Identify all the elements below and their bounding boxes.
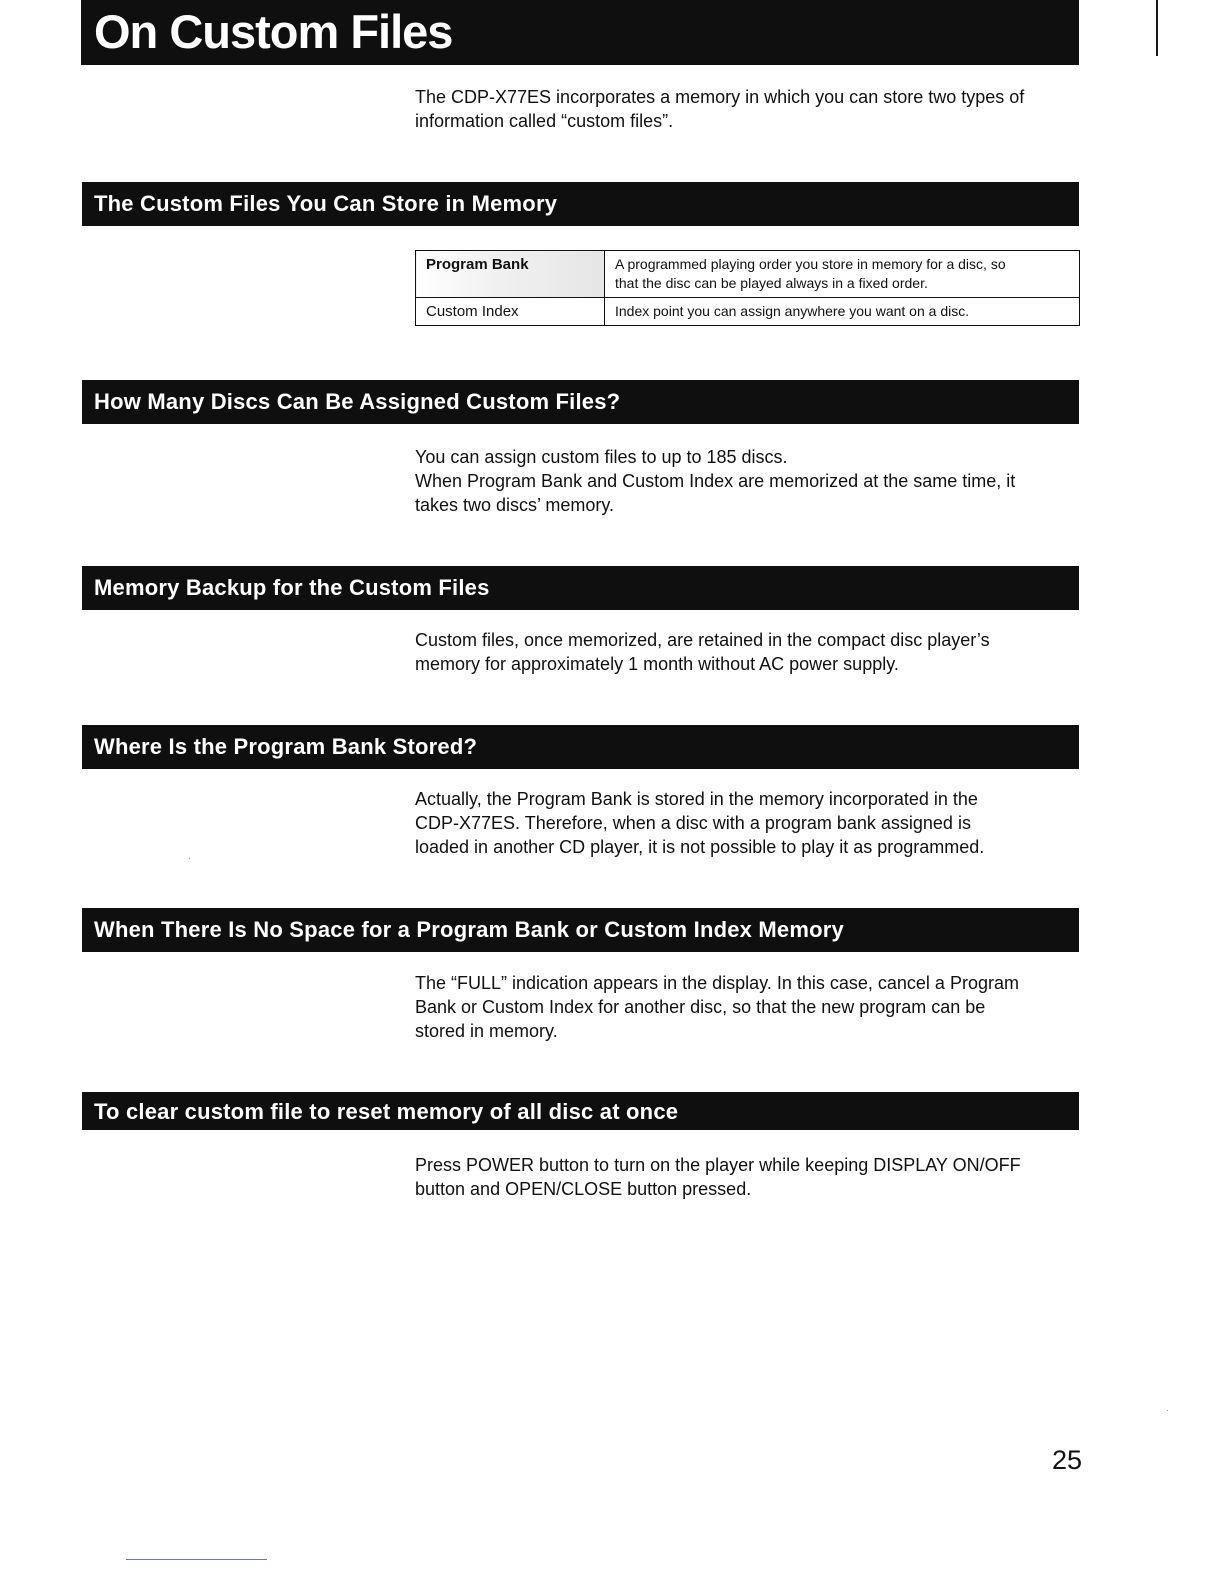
section-heading: To clear custom file to reset memory of all disc at once — [94, 1099, 679, 1124]
table-row — [416, 298, 1080, 326]
intro-line: The CDP-X77ES incorporates a memory in which you can store two types of — [415, 87, 1025, 107]
paragraph-line: When Program Bank and Custom Index are memorized at the same time, it — [415, 471, 1016, 491]
page-title: On Custom Files — [94, 5, 453, 58]
paragraph-line: Actually, the Program Bank is stored in the memory incorporated in the — [415, 789, 978, 809]
section-paragraph — [415, 971, 1085, 1043]
paragraph-line: stored in memory. — [415, 1021, 558, 1041]
section-heading: The Custom Files You Can Store in Memory — [94, 191, 558, 216]
custom-files-table — [415, 250, 1080, 326]
section-heading: Where Is the Program Bank Stored? — [94, 734, 478, 759]
scan-speck — [1167, 1410, 1168, 1411]
table-cell-definition — [605, 251, 1080, 298]
section-paragraph — [415, 787, 1085, 859]
page-number: 25 — [1052, 1445, 1083, 1475]
section-paragraph — [415, 1153, 1085, 1201]
intro-line: information called “custom files”. — [415, 111, 674, 131]
section-header-no-space — [82, 908, 1079, 952]
section-header-memory-backup — [82, 566, 1079, 610]
section-header-program-bank-location — [82, 725, 1079, 769]
margin-rule — [1156, 0, 1158, 56]
table-row — [416, 251, 1080, 298]
table-cell-term: Custom Index — [416, 298, 605, 326]
section-header-custom-files-storage — [82, 182, 1079, 226]
paragraph-line: loaded in another CD player, it is not possible to play it as programmed. — [415, 837, 985, 857]
paragraph-line: The “FULL” indication appears in the display. In this case, cancel a Program — [415, 973, 1019, 993]
section-paragraph — [415, 628, 1085, 676]
section-heading: When There Is No Space for a Program Bank or Custom Index Memory — [94, 917, 844, 942]
table-cell-definition — [605, 298, 1080, 326]
paragraph-line: Press POWER button to turn on the player while keeping DISPLAY ON/OFF — [415, 1155, 1021, 1175]
section-heading: How Many Discs Can Be Assigned Custom Files? — [94, 389, 621, 414]
paragraph-line: takes two discs’ memory. — [415, 495, 615, 515]
definition-line: that the disc can be played always in a fixed order. — [615, 275, 928, 291]
definition-line: A programmed playing order you store in memory for a disc, so — [615, 256, 1006, 272]
paragraph-line: Custom files, once memorized, are retained in the compact disc player’s — [415, 630, 990, 650]
paragraph-line: You can assign custom files to up to 185 discs. — [415, 447, 788, 467]
table-cell-term: Program Bank — [416, 251, 605, 298]
footer-rule — [126, 1559, 267, 1560]
paragraph-line: button and OPEN/CLOSE button pressed. — [415, 1179, 752, 1199]
section-heading: Memory Backup for the Custom Files — [94, 575, 490, 600]
definition-line: Index point you can assign anywhere you want on a disc. — [615, 303, 970, 319]
section-paragraph — [415, 445, 1085, 517]
intro-paragraph — [415, 85, 1085, 133]
page-title-bar — [81, 0, 1079, 65]
section-header-discs-count — [82, 380, 1079, 424]
paragraph-line: CDP-X77ES. Therefore, when a disc with a program bank assigned is — [415, 813, 971, 833]
paragraph-line: Bank or Custom Index for another disc, so that the new program can be — [415, 997, 986, 1017]
scan-speck — [189, 858, 190, 859]
paragraph-line: memory for approximately 1 month without AC power supply. — [415, 654, 899, 674]
section-header-clear-memory — [82, 1092, 1079, 1130]
